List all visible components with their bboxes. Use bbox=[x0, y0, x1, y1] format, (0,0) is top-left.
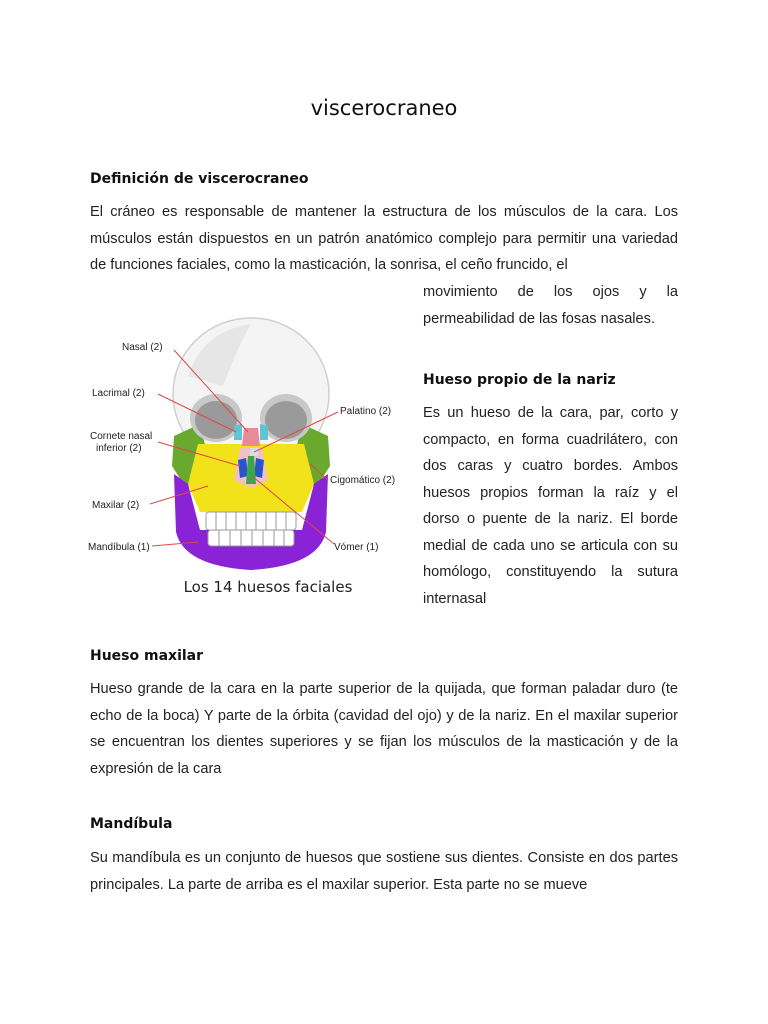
label-cornete-line2: inferior (2) bbox=[96, 443, 142, 454]
paragraph-hueso-maxilar: Hueso grande de la cara en la parte superior de la quijada, que forman paladar duro (te echo de la boca) Y parte de la órbita (cavidad del ojo) y de la nariz. En el maxilar superior se encuentran los dientes superiores y se fijan los músculos de la masticación y de la expresión de la cara bbox=[90, 681, 678, 777]
paragraph-mandibula: Su mandíbula es un conjunto de huesos que sostiene sus dientes. Consiste en dos partes principales. La parte de arriba es el maxilar superior. Esta parte no se mueve bbox=[90, 850, 678, 893]
upper-teeth bbox=[206, 512, 296, 530]
label-maxilar: Maxilar (2) bbox=[92, 500, 140, 511]
figure-caption: Los 14 huesos faciales bbox=[183, 578, 353, 596]
label-cigomatico: Cigomático (2) bbox=[330, 475, 396, 486]
facial-bones-figure bbox=[88, 316, 412, 606]
paragraph-definicion-continued: movimiento de los ojos y la permeabilidad de las fosas nasales. bbox=[423, 284, 678, 327]
section-heading-mandibula: Mandíbula bbox=[90, 816, 173, 832]
label-mandibula: Mandíbula (1) bbox=[88, 542, 150, 553]
lacrimal-right bbox=[260, 424, 268, 440]
label-vomer: Vómer (1) bbox=[334, 542, 379, 553]
label-palatino: Palatino (2) bbox=[340, 406, 392, 417]
section-heading-hueso-propio: Hueso propio de la nariz bbox=[423, 372, 616, 388]
section-heading-definicion: Definición de viscerocraneo bbox=[90, 171, 309, 187]
lower-teeth bbox=[208, 530, 294, 546]
label-cornete-line1: Cornete nasal bbox=[90, 431, 153, 442]
paragraph-definicion: El cráneo es responsable de mantener la estructura de los músculos de la cara. Los músculos están dispuestos en un patrón anatómico complejo para permitir una variedad de funciones faciales, como la masticación, la sonrisa, el ceño fruncido, el bbox=[90, 204, 678, 273]
label-nasal: Nasal (2) bbox=[122, 342, 163, 353]
skull-illustration bbox=[88, 316, 412, 586]
section-heading-hueso-maxilar: Hueso maxilar bbox=[90, 648, 204, 664]
label-lacrimal: Lacrimal (2) bbox=[92, 388, 145, 399]
nasal-bone bbox=[242, 428, 260, 446]
paragraph-hueso-propio: Es un hueso de la cara, par, corto y compacto, en forma cuadrilátero, con dos caras y cuatro bordes. Ambos huesos propios forman la raíz y el dorso o puente de la nariz. El borde medial de cada uno se articula con su homólogo, constituyendo la sutura internasal bbox=[423, 405, 678, 607]
document-title: viscerocraneo bbox=[310, 96, 458, 120]
